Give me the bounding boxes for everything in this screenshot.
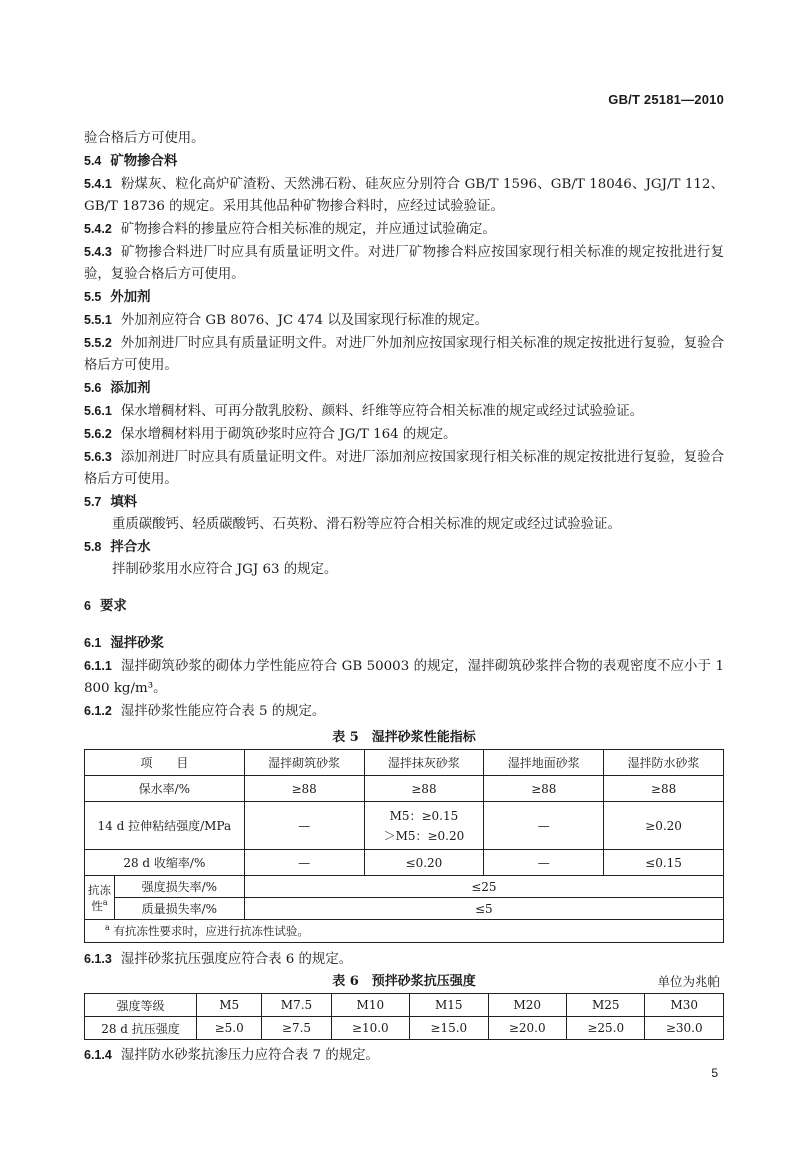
section-heading [84,632,724,655]
table5-header-item: 项 目 [85,750,245,776]
table-cell: ≥10.0 [331,1017,409,1040]
paragraph [84,332,724,377]
row-label: 质量损失率/% [114,898,244,920]
table-cell: ≥15.0 [410,1017,488,1040]
paragraph-text: 湿拌防水砂浆抗渗压力应符合表 7 的规定。 [120,1048,379,1063]
table-cell: — [244,802,364,850]
clause-number: 5.4.2 [84,222,112,236]
clause-number: 5.6.2 [84,427,112,441]
grade-cell: M15 [410,994,488,1017]
table5-header-col: 湿拌砌筑砂浆 [244,750,364,776]
table-cell: — [484,850,604,876]
paragraph [84,655,724,700]
grade-cell: M7.5 [262,994,331,1017]
paragraph-text: 保水增稠材料用于砌筑砂浆时应符合 JG/T 164 的规定。 [120,427,457,442]
paragraph [84,400,724,423]
table5-caption [84,727,724,749]
table-note-row [85,920,724,943]
table6-unit: 单位为兆帕 [657,974,720,989]
section-number: 6.1 [84,636,102,650]
paragraph-text: 湿拌砂浆性能应符合表 5 的规定。 [120,704,326,719]
paragraph-text: 拌制砂浆用水应符合 JGJ 63 的规定。 [112,562,338,577]
table-note-text: 有抗冻性要求时，应进行抗冻性试验。 [113,924,309,938]
row-label: 强度损失率/% [114,876,244,898]
table-row [85,850,724,876]
section-number: 5.7 [84,495,102,509]
table5 [84,749,724,943]
paragraph [84,241,724,286]
paragraph-text: 湿拌砂浆抗压强度应符合表 6 的规定。 [120,952,353,967]
clause-number: 5.4.1 [84,177,112,191]
table-cell: — [244,850,364,876]
table-cell-line: ＞M5：≥0.20 [383,828,465,843]
section-title: 外加剂 [110,289,151,305]
table6-header-row [85,994,724,1017]
paragraph-text: 保水增稠材料、可再分散乳胶粉、颜料、纤维等应符合相关标准的规定或经过试验验证。 [120,404,644,419]
paragraph [84,423,724,446]
clause-number: 5.5.2 [84,336,112,350]
paragraph-text: 重质碳酸钙、轻质碳酸钙、石英粉、滑石粉等应符合相关标准的规定或经过试验验证。 [112,517,621,532]
paragraph-text: 矿物掺合料进厂时应具有质量证明文件。对进厂矿物掺合料应按国家现行相关标准的规定按批进行复验，复验合格后方可使用。 [84,245,724,282]
section-heading [84,536,724,559]
paragraph-text: 外加剂进厂时应具有质量证明文件。对进厂外加剂应按国家现行相关标准的规定按批进行复验，复验合格后方可使用。 [84,336,724,373]
chapter-heading [84,595,724,618]
section-title: 要求 [99,598,127,614]
grade-cell: M25 [566,994,644,1017]
row-label: 28 d 抗压强度 [85,1017,197,1040]
table5-header-col: 湿拌抹灰砂浆 [364,750,484,776]
table-row [85,898,724,920]
section-number: 5.8 [84,540,102,554]
table5-header-row [85,750,724,776]
table-cell-line: M5：≥0.15 [389,808,459,823]
table-row [85,776,724,802]
table-cell: ≥30.0 [645,1017,724,1040]
sections-container [84,128,724,723]
table-cell: ≤5 [244,898,723,920]
table-cell: ≥25.0 [566,1017,644,1040]
section-number: 6 [84,599,91,613]
table-cell: ≤25 [244,876,723,898]
table-cell: ≥88 [364,776,484,802]
paragraph [84,514,724,536]
standard-code: GB/T 25181—2010 [608,92,724,107]
paragraph [84,1044,724,1067]
table5-caption-text: 表 5 湿拌砂浆性能指标 [332,730,476,745]
clause-number: 6.1.4 [84,1048,112,1062]
frost-label [85,876,115,920]
table-cell: ≥5.0 [197,1017,262,1040]
footnote-mark: a [105,923,110,933]
paragraph-text: 湿拌砌筑砂浆的砌体力学性能应符合 GB 50003 的规定，湿拌砌筑砂浆拌合物的表观密度不应小于 1 800 kg/m³。 [84,659,724,696]
clause-number: 5.5.1 [84,313,112,327]
section-number: 5.4 [84,154,102,168]
frost-label-text: 抗冻性 [87,882,111,913]
paragraph-text: 粉煤灰、粒化高炉矿渣粉、天然沸石粉、硅灰应分别符合 GB/T 1596、GB/T 18046、JGJ/T 112、GB/T 18736 的规定。采用其他品种矿物掺合料时，应经过试验验证。 [84,177,724,214]
section-title: 添加剂 [110,380,151,396]
paragraph-text: 添加剂进厂时应具有质量证明文件。对进厂添加剂应按国家现行相关标准的规定按批进行复验，复验合格后方可使用。 [84,450,724,487]
table6-caption [84,971,724,993]
section-heading [84,491,724,514]
clause-number: 5.6.3 [84,450,112,464]
clause-number: 5.4.3 [84,245,112,259]
table6-caption-text: 表 6 预拌砂浆抗压强度 [332,974,476,989]
table-cell: ≥88 [604,776,724,802]
table-cell: ≤0.15 [604,850,724,876]
row-label: 28 d 收缩率/% [85,850,245,876]
table-note [85,920,724,943]
paragraph [84,218,724,241]
grade-cell: M10 [331,994,409,1017]
row-label: 14 d 拉伸粘结强度/MPa [85,802,245,850]
section-heading [84,286,724,309]
section-number: 5.6 [84,381,102,395]
paragraph [84,700,724,723]
paragraph [84,948,724,971]
clause-number: 6.1.3 [84,952,112,966]
table-cell: ≥20.0 [488,1017,566,1040]
table-row [85,802,724,850]
section-heading [84,150,724,173]
table-cell: ≥88 [244,776,364,802]
table-row [85,1017,724,1040]
paragraph [84,446,724,491]
paragraph [84,309,724,332]
paragraph [84,128,724,150]
table-cell: ≥88 [484,776,604,802]
table-row [85,876,724,898]
clause-number: 6.1.2 [84,704,112,718]
paragraph [84,173,724,218]
table5-header-col: 湿拌防水砂浆 [604,750,724,776]
paragraph [84,559,724,581]
section-title: 湿拌砂浆 [110,635,164,651]
table-cell: — [484,802,604,850]
table-cell: ≤0.20 [364,850,484,876]
section-title: 矿物掺合料 [110,153,178,169]
row-label: 强度等级 [85,994,197,1017]
paragraph-text: 验合格后方可使用。 [84,131,205,146]
grade-cell: M30 [645,994,724,1017]
table5-header-col: 湿拌地面砂浆 [484,750,604,776]
section-number: 5.5 [84,290,102,304]
paragraph-text: 矿物掺合料的掺量应符合相关标准的规定，并应通过试验确定。 [120,222,496,237]
table-cell: ≥7.5 [262,1017,331,1040]
row-label: 保水率/% [85,776,245,802]
page-content [84,128,724,1067]
page-number: 5 [711,1066,718,1080]
table-cell [364,802,484,850]
section-heading [84,377,724,400]
table6 [84,993,724,1040]
section-title: 拌合水 [110,539,151,555]
section-title: 填料 [110,494,138,510]
clause-number: 5.6.1 [84,404,112,418]
paragraph-text: 外加剂应符合 GB 8076、JC 474 以及国家现行标准的规定。 [120,313,489,328]
clause-number: 6.1.1 [84,659,112,673]
grade-cell: M5 [197,994,262,1017]
grade-cell: M20 [488,994,566,1017]
table-cell: ≥0.20 [604,802,724,850]
footnote-mark: a [102,897,108,907]
